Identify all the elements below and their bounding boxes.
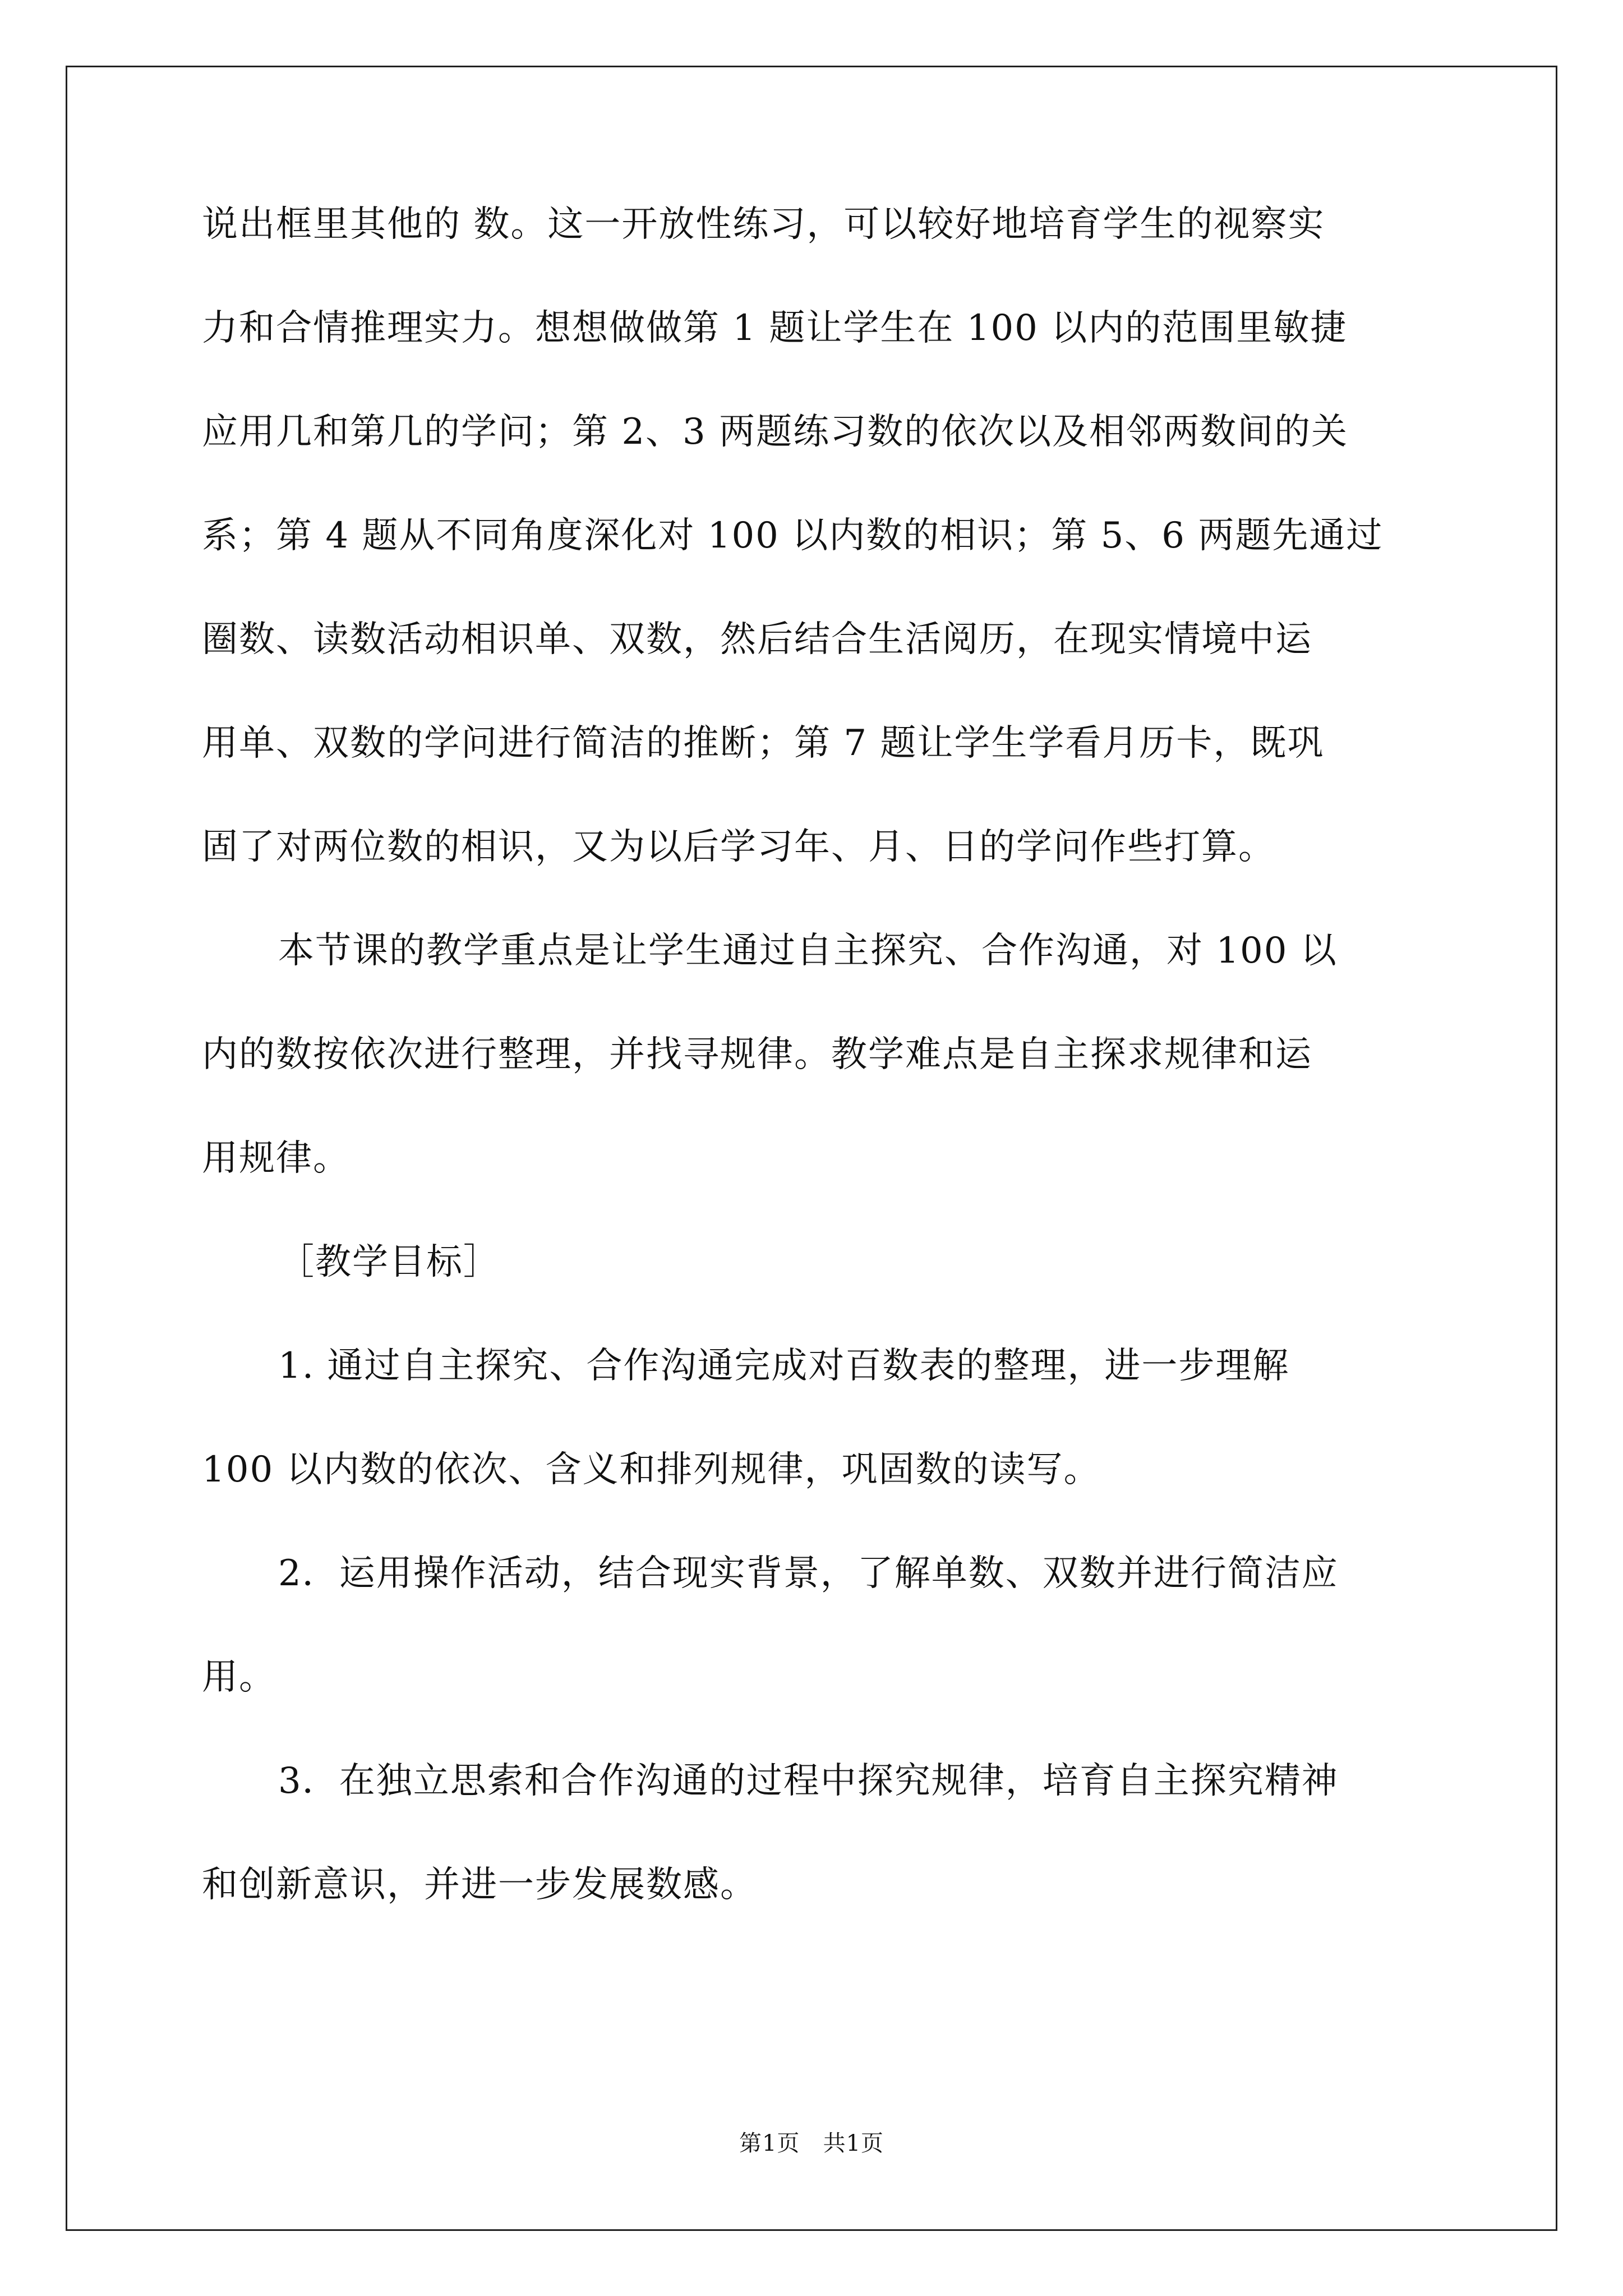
paragraph-line: 本节课的教学重点是让学生通过自主探究、合作沟通，对 100 以 bbox=[278, 930, 1338, 972]
paragraph-line: 力和合情推理实力。想想做做第 1 题让学生在 100 以内的范围里敏捷 bbox=[202, 307, 1348, 349]
list-item-line: 和创新意识，并进一步发展数感。 bbox=[202, 1864, 757, 1906]
paragraph-line: 圈数、读数活动相识单、双数，然后结合生活阅历，在现实情境中运 bbox=[202, 619, 1312, 660]
page-total: 共1页 bbox=[823, 2131, 884, 2156]
list-item-line: 2．运用操作活动，结合现实背景，了解单数、双数并进行简洁应 bbox=[278, 1553, 1339, 1594]
paragraph-line: 用单、双数的学问进行简洁的推断；第 7 题让学生学看月历卡，既巩 bbox=[202, 723, 1325, 764]
paragraph-line: 系；第 4 题从不同角度深化对 100 以内数的相识；第 5、6 两题先通过 bbox=[202, 515, 1384, 556]
page-footer bbox=[0, 2129, 1623, 2157]
section-heading: ［教学目标］ bbox=[278, 1241, 500, 1283]
list-item-line: 100 以内数的依次、含义和排列规律，巩固数的读写。 bbox=[202, 1449, 1101, 1490]
list-item-line: 3．在独立思索和合作沟通的过程中探究规律，培育自主探究精神 bbox=[278, 1760, 1339, 1802]
list-item-line: 1. 通过自主探究、合作沟通完成对百数表的整理，进一步理解 bbox=[278, 1345, 1290, 1387]
list-item-line: 用。 bbox=[202, 1657, 276, 1698]
paragraph-line: 用规律。 bbox=[202, 1138, 350, 1179]
paragraph-line: 说出框里其他的 数。这一开放性练习，可以较好地培育学生的视察实 bbox=[202, 204, 1325, 245]
page-number: 第1页 bbox=[739, 2131, 800, 2156]
paragraph-line: 应用几和第几的学问；第 2、3 两题练习数的依次以及相邻两数间的关 bbox=[202, 411, 1349, 453]
paragraph-line: 固了对两位数的相识，又为以后学习年、月、日的学问作些打算。 bbox=[202, 826, 1275, 868]
paragraph-line: 内的数按依次进行整理，并找寻规律。教学难点是自主探求规律和运 bbox=[202, 1034, 1312, 1075]
